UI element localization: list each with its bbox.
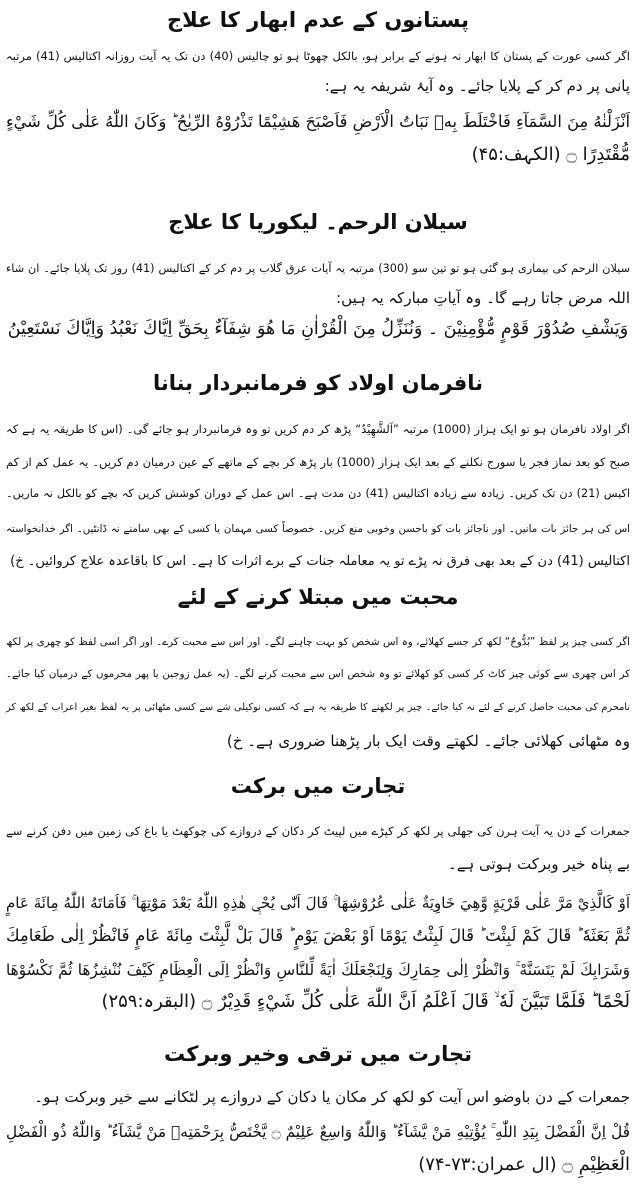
verse-line: مُّقْتَدِرًا ۝ (الکہف:۴۵) xyxy=(471,144,630,165)
paragraph-line: اکیس (21) دن تک کریں۔ زیادہ سے زیادہ اکتالیس (41) دن مدت ہے۔ اس عمل کے دوران کوشش کریں کہ بچے کو بالکل نہ ماریں۔ xyxy=(6,487,630,500)
paragraph-line: جمعرات کے دن باوضو اس آیت کو لکھ کر مکان یا دکان کے دروازے پر لٹکانے سے خیر وبرکت ہو۔ xyxy=(34,1088,630,1106)
section-heading: تجارت میں برکت xyxy=(230,774,406,798)
verse-line: ثُمَّ بَعَثَهٗ ؕ قَالَ كَمْ لَبِثْتَ ؕ قَالَ لَبِثْتُ يَوْمًا اَوْ بَعْضَ يَوْمٍ ؕ قَالَ بَلْ لَّبِثْتَ مِائَةَ عَامٍ فَانْظُرْ اِلٰى طَعَامِكَ xyxy=(6,926,630,945)
paragraph-line: وہ مٹھائی کھلائی جائے۔ لکھتے وقت ایک بار پڑھنا ضروری ہے۔ خ) xyxy=(226,732,630,750)
section-heading: تجارت میں ترقی وخیر وبرکت xyxy=(163,1042,473,1066)
paragraph-line: اس کی ہر جائز بات مانیں۔ اور ناجائز بات کو باحسن وخوبی منع کریں۔ خصوصاً کسی مہمان یا کسی کے بھی سامنے نہ ڈانٹیں۔ اگر خدانخواستہ xyxy=(6,523,630,535)
paragraph-line: اکتالیس (41) دن کے بعد بھی فرق نہ پڑے تو یہ معاملہ جنات کے برے اثرات کا ہے۔ اس کا باقاعدہ علاج کروائیں۔ خ) xyxy=(10,554,630,569)
paragraph-line: نامحرم کی محبت حاصل کرنے کے لئے نہ کیا جائے۔ چیز پر لکھنے کا طریقہ یہ ہے کہ کسی نوکیلی شے سے کسی مٹھائی پر یہ لفظ بغیر اعراب کے لکھ کر xyxy=(6,702,630,713)
paragraph-line: اگر کسی چیز پر لفظ ”بُدُّوحٌ“ لکھ کر جسے کھلائے، وہ اس شخص کو بہت چاہنے لگے۔ اور اس سے محبت کرے۔ اور اگر اسی لفظ کو چھری پر لکھ xyxy=(6,636,630,648)
section-heading: نافرمان اولاد کو فرمانبردار بنانا xyxy=(152,371,484,395)
verse-line: لَحْمًا ؕ فَلَمَّا تَبَيَّنَ لَهٗ ۙ قَالَ اَعْلَمُ اَنَّ اللّٰهَ عَلٰى كُلِّ شَيْءٍ قَدِيْرٌ ۝ (البقرہ:۲۵۹) xyxy=(101,991,630,1012)
paragraph-line: صبح کو بعد نماز فجر یا سورج نکلنے کے بعد ایک ہزار (1000) بار پڑھ کر بچے کے ماتھے کے عین درمیان دم کریں۔ یہ عمل کم از کم xyxy=(6,455,630,469)
paragraph-line: کر اس چھری سے کوئی چیز کاٹ کر کسی کو کھلائے تو وہ شخص اس سے محبت کرنے لگے۔ (یہ عمل زوجین یا پھر محرموں کے درمیان کیا جائے۔ xyxy=(6,668,630,680)
section-heading: سیلان الرحم۔ لیکوریا کا علاج xyxy=(168,210,468,234)
verse-line: قُلْ اِنَّ الْفَضْلَ بِيَدِ اللّٰهِ ۚ يُؤْتِيْهِ مَنْ يَّشَآءُ ؕ وَاللّٰهُ وَاسِعٌ عَلِيْمٌ ۝ يَّخْتَصُّ بِرَحْمَتِهٖ مَنْ يَّشَآءُ ؕ وَاللّٰهُ ذُو الْفَضْلِ xyxy=(6,1123,630,1141)
section-heading: پستانوں کے عدم ابھار کا علاج xyxy=(166,8,470,32)
section-heading: محبت میں مبتلا کرنے کے لئے xyxy=(177,585,459,609)
paragraph-line: جمعرات کے دن یہ آیت ہرن کی جھلی پر لکھ کر کپڑے میں لپیٹ کر دکان کے دروازے کی چوکھٹ یا باغ کی زمین میں دفن کرنے سے xyxy=(6,824,630,838)
verse-line: اَوْ كَالَّذِيْ مَرَّ عَلٰى قَرْيَةٍ وَّهِيَ خَاوِيَةٌ عَلٰى عُرُوْشِهَا ۚ قَالَ اَنّٰى يُحْيٖ هٰذِهِ اللّٰهُ بَعْدَ مَوْتِهَا ۚ فَاَمَاتَهُ اللّٰهُ مِائَةَ عَامٍ xyxy=(6,894,630,912)
verse-line: وَيَشْفِ صُدُوْرَ قَوْمٍ مُّؤْمِنِيْنَ ۔ وَنُنَزِّلُ مِنَ الْقُرْاٰنِ مَا هُوَ شِفَآءٌ بِحَقِّ اِيَّاكَ نَعْبُدُ وَاِيَّاكَ نَسْتَعِيْنُ xyxy=(7,319,629,339)
paragraph-line: سیلان الرحم کی بیماری ہو گئی ہو تو تین سو (300) مرتبہ یہ آیات عرق گلاب پر دم کر کے اکتالیس (41) روز تک پلایا جائے۔ ان شاء xyxy=(6,262,630,275)
verse-line: الْعَظِيْمِ ۝ (ال عمران:۷۳-۷۴) xyxy=(418,1154,630,1175)
verse-line: اَنْزَلْنٰهُ مِنَ السَّمَآءِ فَاخْتَلَطَ بِهٖ نَبَاتُ الْاَرْضِ فَاَصْبَحَ هَشِيْمًا تَذْرُوْهُ الرِّيٰحُ ؕ وَكَانَ اللّٰهُ عَلٰى كُلِّ شَيْءٍ xyxy=(6,112,630,131)
paragraph-line: اگر کسی عورت کے پستان کا ابھار نہ ہونے کے برابر ہو، بالکل چھوٹا ہو تو چالیس (40) دن تک یہ آیت روزانہ اکتالیس (41) مرتبہ xyxy=(6,49,630,63)
paragraph-line: پانی پر دم کر کے پلایا جائے۔ وہ آیۂ شریفہ یہ ہے: xyxy=(324,77,630,95)
paragraph-line: اللہ مرض جاتا رہے گا۔ وہ آیاتِ مبارکہ یہ ہیں: xyxy=(336,289,630,307)
paragraph-line: اگر اولاد نافرمان ہو تو ایک ہزار (1000) مرتبہ ”اَلشَّهِيْدُ“ پڑھ کر دم کریں تو وہ فرمانبردار ہو جائے گی۔ (اس کا طریقہ یہ ہے کہ xyxy=(6,422,630,436)
verse-line: وَشَرَابِكَ لَمْ يَتَسَنَّهْ ۚ وَانْظُرْ اِلٰى حِمَارِكَ وَلِنَجْعَلَكَ اٰيَةً لِّلنَّاسِ وَانْظُرْ اِلَى الْعِظَامِ كَيْفَ نُنْشِزُهَا ثُمَّ نَكْسُوْهَا xyxy=(6,961,630,979)
paragraph-line: بے پناہ خیر وبرکت ہوتی ہے۔ xyxy=(447,855,630,873)
